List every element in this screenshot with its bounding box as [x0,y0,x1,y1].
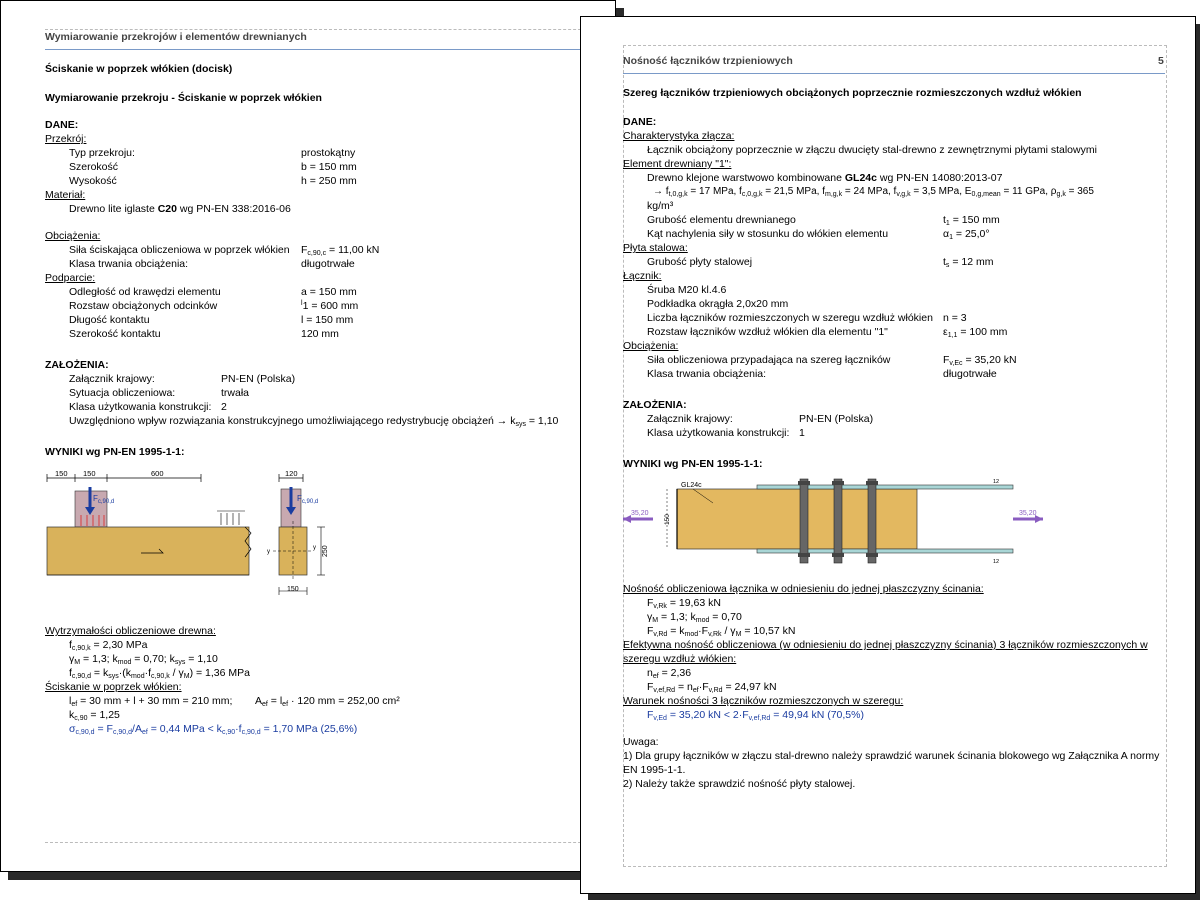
dim-250: 250 [322,545,329,557]
rozst-label: Rozstaw łączników wzdłuż włókien dla elementu "1" [647,326,888,338]
page-right [580,16,1196,894]
kgm3: kg/m³ [647,200,674,212]
lacznik-heading: Łącznik: [623,270,662,282]
timber-element [677,489,917,549]
aef-line: $A_{ef} = l_{ef} \cdot 120$ mm = 252,00 cm² [255,695,400,708]
obc-heading: Obciążenia: [623,340,679,352]
factors-line: $\gamma_M = 1,3$; $k_{mod} = 0,70$ [647,611,742,624]
page-number: 5 [1158,55,1164,67]
kl-uz-value: 2 [221,401,227,413]
sigma-check: $\sigma_{c,90,d} = F_{c,90,d}/A_{ef} = 0,44$ MPa < $k_{c,90}\cdot f_{c,90,d} = 1,70$ MPa (25,6%) [69,723,358,736]
fc90k-line: $f_{c,90,k} = 2,30$ MPa [69,639,148,652]
bolt-1 [800,479,808,563]
section-title: Ściskanie w poprzek włókien (docisk) [45,63,233,75]
factors-line: $\gamma_M = 1,3$; $k_{mod} = 0,70$; $k_{sys} = 1,10$ [69,653,218,666]
dl-value: l = 150 mm [301,314,354,326]
fc90d-line: $f_{c,90,d} = k_{sys}\cdot(k_{mod}\cdot f_{c,90,k} / \gamma_M) = 1,36$ MPa [69,667,250,680]
dane-heading: DANE: [623,116,657,128]
plate-dim-bottom: 12 [993,559,1000,565]
sruba: Śruba M20 kl.4.6 [647,284,727,296]
plyta-heading: Płyta stalowa: [623,242,688,254]
dl-label: Długość kontaktu [69,314,150,326]
elem-heading: Element drewniany "1": [623,158,732,170]
rozst-value: $\varepsilon_{1,1} = 100$ mm [943,326,1008,339]
page-header: Nośność łączników trzpieniowych [623,55,793,67]
dim-150: 150 [664,514,671,525]
page-left [0,0,616,872]
load-left: 35,20 [631,510,649,517]
odl-value: a = 150 mm [301,286,357,298]
zal-kraj-label: Załącznik krajowy: [647,413,733,425]
plate-dim-top: 12 [993,479,1000,485]
fvrk-line: $F_{v,Rk} = 19,63$ kN [647,597,721,610]
sila-label: Siła ściskająca obliczeniowa w poprzek włókien [69,244,290,256]
condition-check: $F_{v,Ed} = 35,20$ kN < $2\cdot F_{v,ef,Rd} = 49,94$ kN (70,5%) [647,709,864,722]
grub-el-value: $t_1 = 150$ mm [943,214,1000,227]
header-rule [623,73,1165,74]
steel-plate-top [757,485,1013,489]
szk-label: Szerokość kontaktu [69,328,161,340]
wys-label: Wysokość [69,175,117,187]
zal-heading: ZAŁOŻENIA: [623,399,687,411]
uwzgl-line: Uwzględniono wpływ rozwiązania konstrukcyjnego umożliwiającego redystrybucję obciążeń → $k_{sys} = 1,10$ [69,415,559,428]
sila-value: $F_{c,90,c} = 11,00$ kN [301,244,380,257]
dim-150b: 150 [83,469,96,478]
props-line: → $f_{t,0,g,k} = 17$ MPa, $f_{c,0,g,k} = 21,5$ MPa, $f_{m,g,k} = 24$ MPa, $f_{v,g,k} = 3,5$ MPa, $E_{0,g,mean} = 11$ GPa, $\rho_{g,k} = 365$ [653,186,1094,198]
odl-label: Odległość od krawędzi elementu [69,286,221,298]
zal-kraj-label: Załącznik krajowy: [69,373,155,385]
zal-kraj-value: PN-EN (Polska) [799,413,874,425]
wys-value: h = 250 mm [301,175,357,187]
fvrd-line: $F_{v,Rd} = k_{mod}\cdot F_{v,Rk} / \gamma_M = 10,57$ kN [647,625,796,638]
kl-uz-label: Klasa użytkowania konstrukcji: [69,401,212,413]
svg-text:y: y [267,549,270,555]
beam [47,527,249,575]
force-label-left: $F_{c,90,d}$ [93,494,115,505]
typ-value: prostokątny [301,147,356,159]
force-label-right: $F_{c,90,d}$ [297,494,319,505]
compression-diagram [45,463,365,603]
sila-label: Siła obliczeniowa przypadająca na szereg łączników [647,354,891,366]
note-1: 1) Dla grupy łączników w złączu stal-drewno należy sprawdzić warunek ścinania blokowego wg Załącznika A normy EN 1995-1-1. [623,750,1160,776]
grub-el-label: Grubość elementu drewnianego [647,214,796,226]
nosnosc-heading: Nośność obliczeniowa łącznika w odniesieniu do jednej płaszczyzny ścinania: [623,583,984,595]
liczba-label: Liczba łączników rozmieszczonych w szeregu wzdłuż włókien [647,312,933,324]
zal-heading: ZAŁOŻENIA: [45,359,109,371]
steel-plate-bottom [757,549,1013,553]
dim-150a: 150 [55,469,68,478]
char-heading: Charakterystyka złącza: [623,130,735,142]
zal-kraj-value: PN-EN (Polska) [221,373,296,385]
szk-value: 120 mm [301,328,339,340]
material-heading: Materiał: [45,189,86,201]
typ-label: Typ przekroju: [69,147,135,159]
podkl: Podkładka okrągła 2,0x20 mm [647,298,789,310]
rozst-value: $^l$1 = 600 mm [301,300,359,312]
nef-line: $n_{ef} = 2,36$ [647,667,692,680]
dim-600: 600 [151,469,164,478]
bolt-3 [868,479,876,563]
subsection-title: Wymiarowanie przekroju - Ściskanie w poprzek włókien [45,92,322,104]
load-right: 35,20 [1019,510,1037,517]
dim-120: 120 [285,469,298,478]
efekt-heading: Efektywna nośność obliczeniowa (w odniesieniu do jednej płaszczyzny ścinania) 3 łączników rozmieszczonych w szeregu wzdłuż włókien: [623,639,1148,665]
syt-value: trwała [221,387,250,399]
grub-pl-label: Grubość płyty stalowej [647,256,753,268]
fvefrd-line: $F_{v,ef,Rd} = n_{ef}\cdot F_{v,Rd} = 24,97$ kN [647,681,777,694]
dim-150c: 150 [287,586,299,593]
przekroj-heading: Przekrój: [45,133,87,145]
bolt-2 [834,479,842,563]
timber-label: GL24c [681,482,702,489]
kc90-line: $k_{c,90} = 1,25$ [69,709,120,722]
klasa-trw-label: Klasa trwania obciążenia: [69,258,189,270]
wytrz-heading: Wytrzymałości obliczeniowe drewna: [45,625,216,637]
lef-line: $l_{ef} = 30$ mm + l + 30 mm = 210 mm; [69,695,233,708]
rozst-label: Rozstaw obciążonych odcinków [69,300,218,312]
kl-uz-value: 1 [799,427,805,439]
kl-uz-label: Klasa użytkowania konstrukcji: [647,427,790,439]
liczba-value: n = 3 [943,312,967,324]
szer-value: b = 150 mm [301,161,357,173]
char-desc: Łącznik obciążony poprzecznie w złączu dwucięty stal-drewno z zewnętrznymi płytami stalowymi [647,144,1097,156]
note-2: 2) Należy także sprawdzić nośność płyty stalowej. [623,778,856,790]
wyniki-heading: WYNIKI wg PN-EN 1995-1-1: [45,446,185,458]
connection-diagram [623,477,1043,567]
kat-value: $\alpha_1 = 25,0^\circ$ [943,228,990,241]
szer-label: Szerokość [69,161,119,173]
page-header: Wymiarowanie przekrojów i elementów drewnianych [45,31,307,43]
header-rule [45,49,605,50]
grub-pl-value: $t_s = 12$ mm [943,256,994,269]
svg-text:y: y [313,545,316,551]
wyniki-heading: WYNIKI wg PN-EN 1995-1-1: [623,458,763,470]
syt-label: Sytuacja obliczeniowa: [69,387,176,399]
sc-heading: Ściskanie w poprzek włókien: [45,681,182,693]
material-line: Drewno lite iglaste C20 wg PN-EN 338:2016-06 [69,203,291,215]
klasa-trw-value: długotrwałe [301,258,355,270]
klasa-label: Klasa trwania obciążenia: [647,368,767,380]
sila-value: $F_{v,Ec} = 35,20$ kN [943,354,1017,367]
kat-label: Kąt nachylenia siły w stosunku do włókien elementu [647,228,889,240]
warunek-heading: Warunek nośności 3 łączników rozmieszczonych w szeregu: [623,695,904,707]
right-support-arrows [217,511,245,525]
obciazenia-heading: Obciążenia: [45,230,101,242]
podparcie-heading: Podparcie: [45,272,96,284]
dane-heading: DANE: [45,119,79,131]
klasa-value: długotrwałe [943,368,997,380]
section-title: Szereg łączników trzpieniowych obciążonych poprzecznie rozmieszczonych wzdłuż włókien [623,87,1082,99]
drewno-line: Drewno klejone warstwowo kombinowane GL24c wg PN-EN 14080:2013-07 [647,172,1003,184]
uwaga-heading: Uwaga: [623,736,659,748]
